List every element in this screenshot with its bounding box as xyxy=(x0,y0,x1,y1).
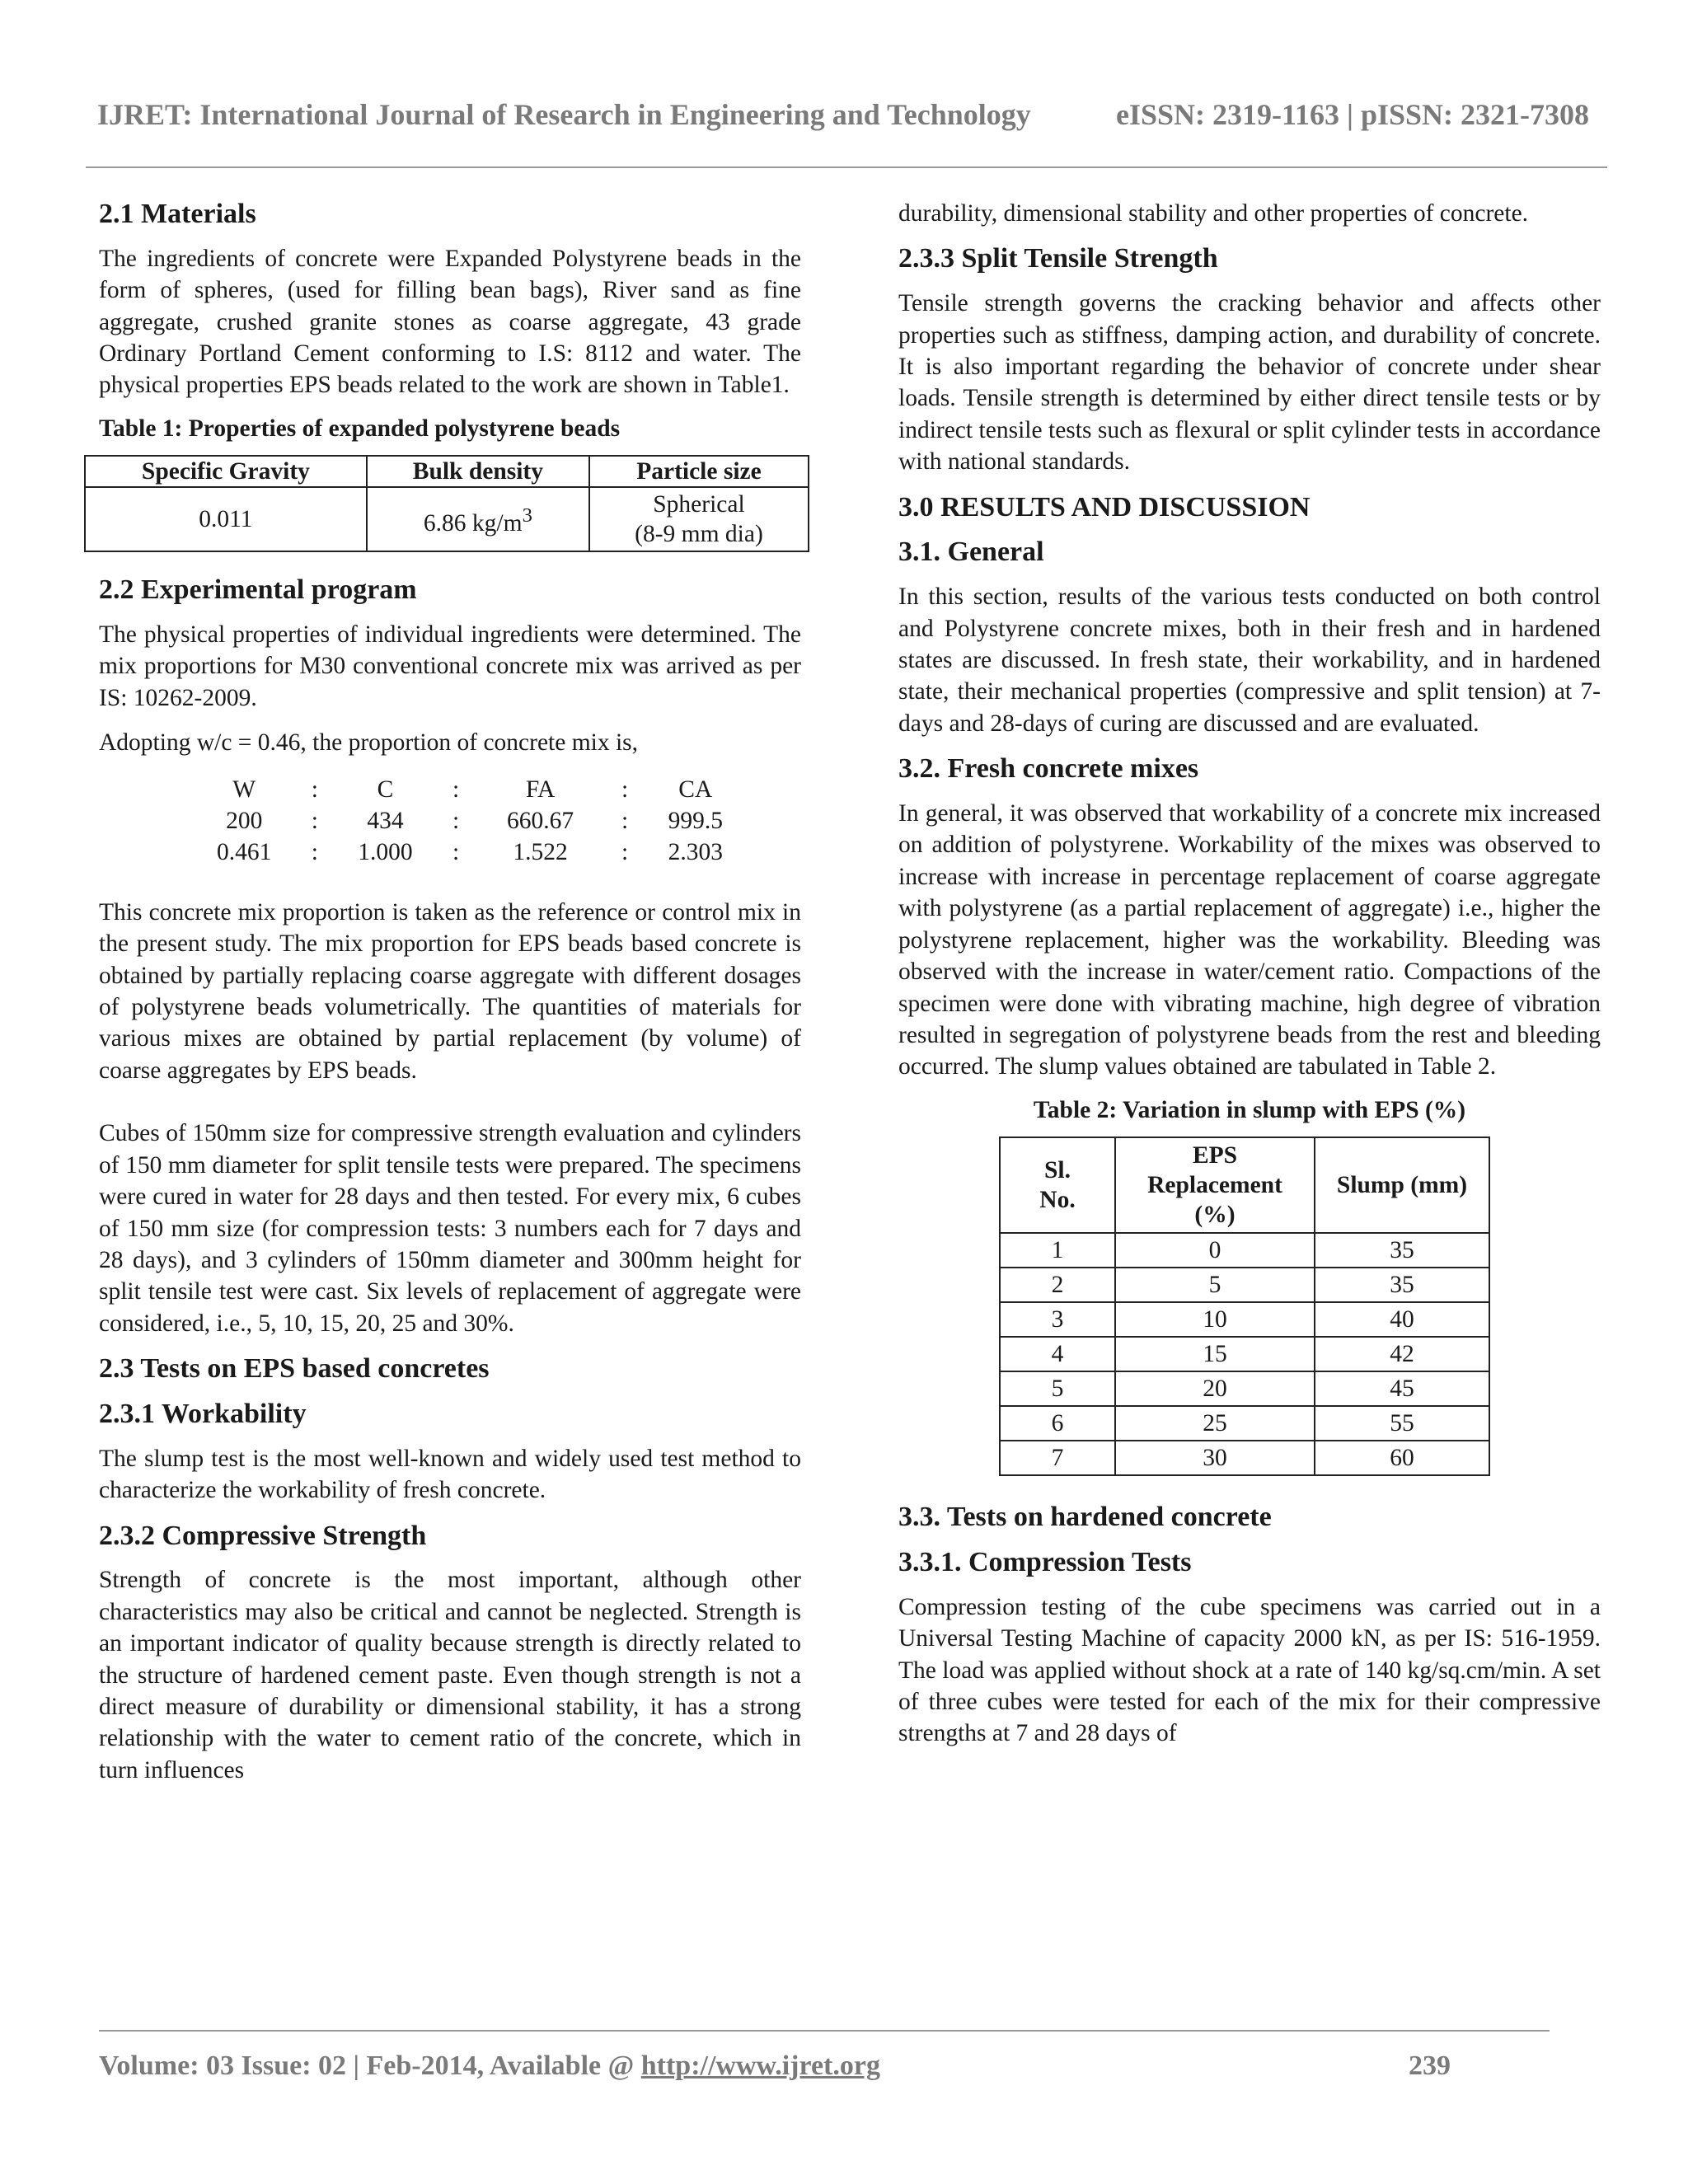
subsection-heading: 3.3. Tests on hardened concrete xyxy=(898,1502,1272,1533)
table-row xyxy=(85,487,809,551)
subsection-heading: 3.1. General xyxy=(898,537,1044,568)
table-cell: 42 xyxy=(1315,1337,1489,1371)
paragraph: Compression testing of the cube specimens was carried out in a Universal Testing Machine of capacity 2000 kN, as per IS: 516-1959. The load was applied without shock at a rate of 140 kg/sq.cm/min. A set of three cubes were tested for each of the mix for their compressive strengths at 7 and 28 days of xyxy=(898,1593,1601,1747)
section-heading: 3.0 RESULTS AND DISCUSSION xyxy=(898,491,1311,523)
table2 xyxy=(999,1137,1490,1476)
paragraph: This concrete mix proportion is taken as the reference or control mix in the present study. The mix proportion for EPS beads based concrete is obtained by partially replacing coarse aggregate with different dosages of polystyrene beads volumetrically. The quantities of materials for various mixes are obtained by partial replacement (by volume) of coarse aggregates by EPS beads. xyxy=(99,898,801,1084)
paragraph: In this section, results of the various tests conducted on both control and Polystyrene concrete mixes, both in their fresh and in hardened states are discussed. In fresh state, their workability, and in hardened state, their mechanical properties (compressive and split tension) at 7-days and 28-days of curing are discussed and are evaluated. xyxy=(898,583,1601,737)
mix-cell: C xyxy=(377,776,394,803)
table-row xyxy=(1000,1371,1489,1406)
page-number: 239 xyxy=(1409,2050,1451,2081)
mix-cell: W xyxy=(232,776,256,803)
header-line: No. xyxy=(1039,1187,1076,1214)
table-header-cell: Bulk density xyxy=(367,456,589,487)
subsection-heading: 2.3.2 Compressive Strength xyxy=(99,1520,427,1551)
header-line: EPS xyxy=(1192,1142,1238,1169)
paragraph: Cubes of 150mm size for compressive strength evaluation and cylinders of 150 mm diameter for split tensile tests were prepared. The specimens were cured in water for 28 days and then tested. For every mix, 6 cubes of 150 mm size (for compression tests: 3 numbers each for 7 days and 28 days), and 3 cylinders of 150mm diameter and 300mm height for split tensile test were cast. Six levels of replacement of aggregate were considered, i.e., 5, 10, 15, 20, 25 and 30%. xyxy=(99,1120,801,1337)
table-cell: 3 xyxy=(1000,1302,1115,1337)
section-heading: 2.3 Tests on EPS based concretes xyxy=(99,1353,490,1385)
mix-row xyxy=(181,805,758,837)
left-column xyxy=(99,198,801,1799)
table-cell: 15 xyxy=(1115,1337,1315,1371)
header-line: Replacement xyxy=(1147,1172,1282,1199)
table-cell: 2 xyxy=(1000,1268,1115,1302)
page-footer xyxy=(99,2050,1451,2090)
table-row xyxy=(1000,1441,1489,1475)
table-header-cell: Particle size xyxy=(589,456,809,487)
table-row xyxy=(1000,1337,1489,1371)
header-line: Sl. xyxy=(1044,1157,1071,1184)
footer-divider xyxy=(99,2030,1550,2032)
table-cell: 4 xyxy=(1000,1337,1115,1371)
paragraph: Tensile strength governs the cracking behavior and affects other properties such as stiffness, damping action, and durability of concrete. It is also important regarding the behavior of concrete under shear loads. Tensile strength is determined by either direct tensile tests or by indirect tensile tests such as flexural or split cylinder tests in accordance with national standards. xyxy=(898,290,1601,476)
paragraph: Strength of concrete is the most important, although other characteristics may also be critical and cannot be neglected. Strength is an important indicator of quality because strength is directly related to the structure of hardened cement paste. Even though strength is not a direct measure of durability or dimensional stability, it has a strong relationship with the water to cement ratio of the concrete, which in turn influences xyxy=(99,1567,801,1783)
mix-cell: : xyxy=(621,839,629,866)
table-cell: 5 xyxy=(1115,1268,1315,1302)
header-line: (%) xyxy=(1194,1202,1236,1229)
density-exponent: 3 xyxy=(522,504,532,527)
table-cell: 30 xyxy=(1115,1441,1315,1475)
volume-info xyxy=(99,2050,880,2082)
table-cell: 5 xyxy=(1000,1371,1115,1406)
subsection-heading: 2.3.1 Workability xyxy=(99,1398,307,1429)
section-heading: 2.2 Experimental program xyxy=(99,574,417,606)
table-cell: 20 xyxy=(1115,1371,1315,1406)
mix-cell: 434 xyxy=(367,808,404,835)
table-cell: 7 xyxy=(1000,1441,1115,1475)
header-divider xyxy=(86,166,1607,168)
subsection-heading: 2.3.3 Split Tensile Strength xyxy=(898,243,1218,274)
subsection-heading: 3.2. Fresh concrete mixes xyxy=(898,753,1199,785)
issn-info: eISSN: 2319-1163 | pISSN: 2321-7308 xyxy=(1116,98,1589,131)
table-header-cell xyxy=(1000,1137,1115,1233)
page-header xyxy=(97,97,1589,138)
right-column xyxy=(898,198,1601,1763)
mix-row xyxy=(181,774,758,805)
mix-cell: : xyxy=(311,839,318,866)
volume-text: Volume: 03 Issue: 02 | Feb-2014, Available @ xyxy=(99,2050,641,2081)
mix-cell: 0.461 xyxy=(217,839,272,866)
table-cell: 60 xyxy=(1315,1441,1489,1475)
table-row xyxy=(1000,1233,1489,1268)
table-row xyxy=(1000,1406,1489,1441)
table-header-cell: Specific Gravity xyxy=(85,456,367,487)
table-header-cell xyxy=(1115,1137,1315,1233)
table-cell xyxy=(589,487,809,551)
section-heading: 2.1 Materials xyxy=(99,199,256,229)
particle-dia: (8-9 mm dia) xyxy=(635,521,763,548)
paragraph: The physical properties of individual ingredients were determined. The mix proportions for M30 conventional concrete mix was arrived as per IS: 10262-2009. xyxy=(99,621,801,711)
mix-row xyxy=(181,837,758,868)
paragraph: In general, it was observed that workability of a concrete mix increased on addition of polystyrene. Workability of the mixes was observed to increase with increase in percentage replacement of coarse aggregate with polystyrene (as a partial replacement of aggregate) i.e., higher the polystyrene replacement, higher was the workability. Bleeding was observed with the increase in water/cement ratio. Compactions of the specimen were done with vibrating machine, high degree of vibration resulted in segregation of polystyrene beads from the rest and bleeding occurred. The slump values obtained are tabulated in Table 2. xyxy=(898,800,1601,1080)
mix-cell: : xyxy=(621,808,629,835)
particle-shape: Spherical xyxy=(653,491,745,518)
table-cell: 35 xyxy=(1315,1268,1489,1302)
paragraph: The ingredients of concrete were Expanded Polystyrene beads in the form of spheres, (used for filling bean bags), River sand as fine aggregate, crushed granite stones as coarse aggregate, 43 grade Ordinary Portland Cement conforming to I.S: 8112 and water. The physical properties EPS beads related to the work are shown in Table1. xyxy=(99,245,801,399)
mix-cell: 660.67 xyxy=(507,808,574,835)
mix-cell: 1.000 xyxy=(358,839,413,866)
table-header-cell: Slump (mm) xyxy=(1315,1137,1489,1233)
table1-caption: Table 1: Properties of expanded polystyrene beads xyxy=(99,415,621,442)
mix-cell: : xyxy=(311,808,318,835)
table-cell: 45 xyxy=(1315,1371,1489,1406)
table2-caption: Table 2: Variation in slump with EPS (%) xyxy=(1033,1096,1466,1123)
table-cell: 25 xyxy=(1115,1406,1315,1441)
mix-proportion-table xyxy=(181,774,758,869)
table-cell xyxy=(367,487,589,551)
journal-link[interactable]: http://www.ijret.org xyxy=(640,2050,880,2081)
mix-cell: : xyxy=(452,839,460,866)
paragraph: durability, dimensional stability and other properties of concrete. xyxy=(898,200,1529,227)
mix-cell: 2.303 xyxy=(668,839,723,866)
mix-cell: : xyxy=(621,776,629,803)
journal-name: IJRET: International Journal of Research in Engineering and Technology xyxy=(97,98,1031,131)
mix-cell: CA xyxy=(678,776,713,803)
mix-cell: : xyxy=(311,776,318,803)
table-cell: 0.011 xyxy=(85,487,367,551)
table-cell: 1 xyxy=(1000,1233,1115,1268)
paragraph: Adopting w/c = 0.46, the proportion of concrete mix is, xyxy=(99,729,639,757)
subsection-heading: 3.3.1. Compression Tests xyxy=(898,1546,1192,1577)
mix-cell: 1.522 xyxy=(513,839,568,866)
mix-cell: 999.5 xyxy=(668,808,723,835)
table-row xyxy=(1000,1302,1489,1337)
table1 xyxy=(84,455,809,552)
table-row xyxy=(1000,1268,1489,1302)
table-cell: 40 xyxy=(1315,1302,1489,1337)
table-cell: 55 xyxy=(1315,1406,1489,1441)
table-cell: 35 xyxy=(1315,1233,1489,1268)
density-value: 6.86 kg/m xyxy=(423,509,523,537)
table-cell: 6 xyxy=(1000,1406,1115,1441)
paragraph: The slump test is the most well-known and widely used test method to characterize the workability of fresh concrete. xyxy=(99,1445,801,1504)
mix-cell: 200 xyxy=(226,808,263,835)
table-cell: 0 xyxy=(1115,1233,1315,1268)
mix-cell: : xyxy=(452,776,460,803)
mix-cell: : xyxy=(452,808,460,835)
table-cell: 10 xyxy=(1115,1302,1315,1337)
mix-cell: FA xyxy=(525,776,556,803)
